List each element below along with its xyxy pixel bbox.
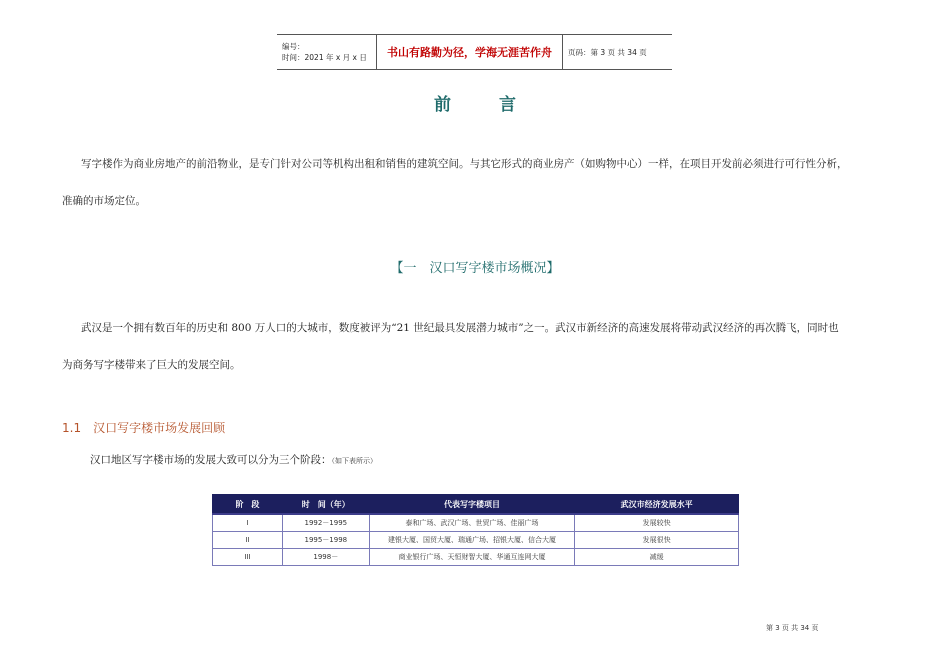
cell-economy: 减缓 xyxy=(575,549,739,566)
header-economy: 武汉市经济发展水平 xyxy=(575,495,739,515)
cell-time: 1995－1998 xyxy=(282,532,369,549)
stages-table xyxy=(212,494,739,566)
subsection-text-line xyxy=(90,453,377,468)
header-motto: 书山有路勤为径，学海无涯苦作舟 xyxy=(377,35,563,69)
cell-projects: 建银大厦、国贸大厦、瑞通广场、招银大厦、信合大厦 xyxy=(369,532,575,549)
cell-projects: 泰和广场、武汉广场、世贸广场、佳丽广场 xyxy=(369,514,575,532)
cell-time: 1992－1995 xyxy=(282,514,369,532)
section-line-1: 武汉是一个拥有数百年的历史和 800 万人口的大城市，数度被评为“21 世纪最具发展潜力城市”之一。武汉市新经济的高速发展将带动武汉经济的再次腾飞，同时也 xyxy=(81,322,839,334)
header-stage: 阶 段 xyxy=(213,495,283,515)
subsection-text: 汉口地区写字楼市场的发展大致可以分为三个阶段： xyxy=(90,454,332,466)
page-title: 前言 xyxy=(434,95,564,115)
subsection-note: （如下表所示） xyxy=(331,457,377,465)
subsection-title: 1.1 汉口写字楼市场发展回顾 xyxy=(62,421,226,435)
table-header-row xyxy=(213,495,739,515)
page-footer: 第 3 页 共 34 页 xyxy=(766,624,819,632)
cell-stage: I xyxy=(213,514,283,532)
section-title: 【一 汉口写字楼市场概况】 xyxy=(390,261,560,276)
number-label: 编号： xyxy=(282,42,305,51)
header-page-info: 页码：第 3 页 共 34 页 xyxy=(568,47,647,57)
cell-stage: III xyxy=(213,549,283,566)
cell-projects: 商业银行广场、天恒财智大厦、华通互连网大厦 xyxy=(369,549,575,566)
section-line-2: 为商务写字楼带来了巨大的发展空间。 xyxy=(62,359,241,371)
table-row xyxy=(213,532,739,549)
header-projects: 代表写字楼项目 xyxy=(369,495,575,515)
cell-time: 1998－ xyxy=(282,549,369,566)
header-meta xyxy=(277,35,377,69)
document-header xyxy=(277,34,672,70)
table-row xyxy=(213,514,739,532)
intro-line-2: 准确的市场定位。 xyxy=(62,195,146,207)
cell-stage: II xyxy=(213,532,283,549)
cell-economy: 发展很快 xyxy=(575,532,739,549)
cell-economy: 发展较快 xyxy=(575,514,739,532)
time-label: 时间：2021 年 x 月 x 日 xyxy=(282,53,367,62)
intro-line-1: 写字楼作为商业房地产的前沿物业，是专门针对公司等机构出租和销售的建筑空间。与其它形式的商业房产（如购物中心）一样，在项目开发前必须进行可行性分析， xyxy=(81,158,848,170)
table-row xyxy=(213,549,739,566)
header-time: 时 间（年） xyxy=(282,495,369,515)
